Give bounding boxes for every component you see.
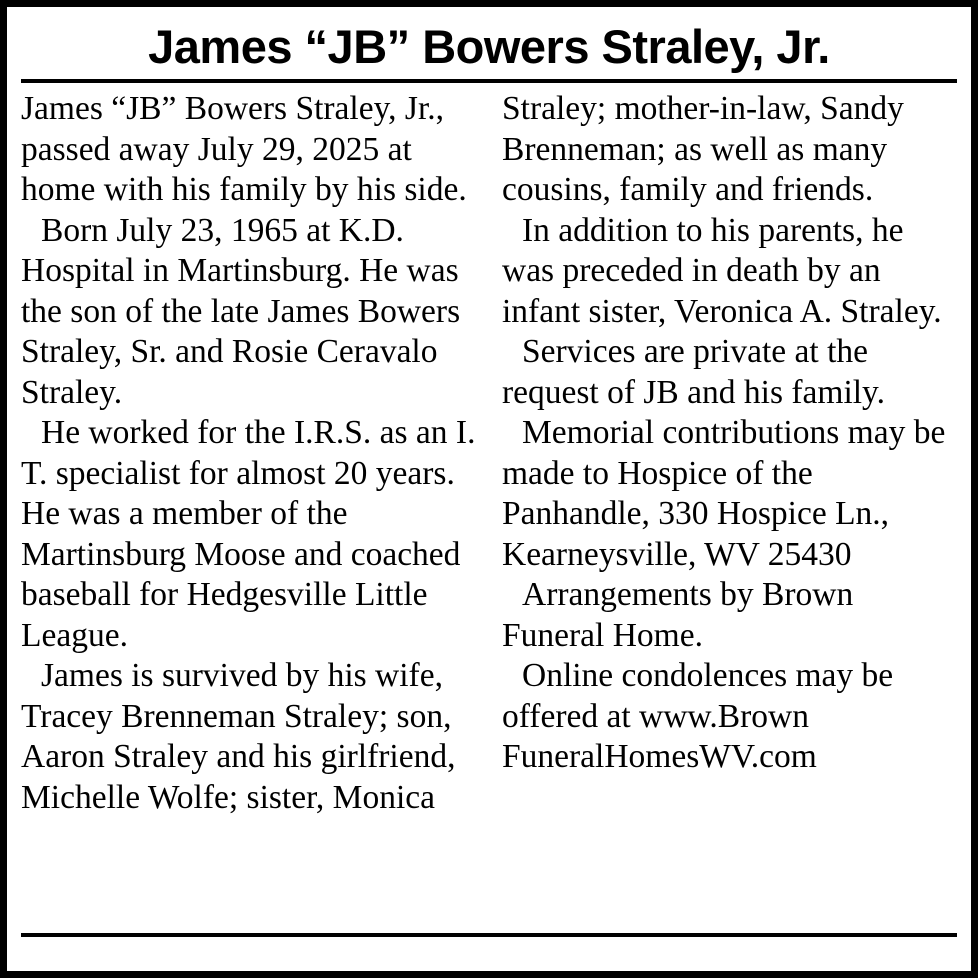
- left-column: [21, 89, 476, 818]
- paragraph: James “JB” Bowers Straley, Jr., passed away July 29, 2025 at home with his family by his side.: [21, 90, 467, 209]
- paragraph: Online condolences may be offered at www.Brown FuneralHomesWV.com: [502, 657, 894, 776]
- paragraph: Memorial contributions may be made to Hospice of the Panhandle, 330 Hospice Ln., Kearneysville, WV 25430: [502, 414, 946, 573]
- page-title: James “JB” Bowers Straley, Jr.: [148, 20, 830, 73]
- paragraph: Arrangements by Brown Funeral Home.: [502, 576, 854, 654]
- paragraph: In addition to his parents, he was preceded in death by an infant sister, Veronica A. Straley.: [502, 211, 942, 330]
- footer-spacer: [21, 937, 957, 971]
- paragraph: Born July 23, 1965 at K.D. Hospital in Martinsburg. He was the son of the late James Bowers Straley, Sr. and Rosie Ceravalo Straley.: [21, 211, 461, 411]
- paragraph: He worked for the I.R.S. as an I. T. specialist for almost 20 years. He was a member of the Martinsburg Moose and coached baseball for Hedgesville Little League.: [21, 414, 476, 654]
- paragraph: Straley; mother-in-law, Sandy Brenneman; as well as many cousins, family and friends.: [502, 90, 904, 209]
- paragraph: James is survived by his wife, Tracey Brenneman Straley; son, Aaron Straley and his girlfriend, Michelle Wolfe; sister, Monica: [21, 657, 456, 816]
- header-divider: [21, 79, 957, 83]
- right-column: [502, 89, 957, 778]
- paragraph: Services are private at the request of JB and his family.: [502, 333, 886, 411]
- obituary-body: [21, 89, 957, 933]
